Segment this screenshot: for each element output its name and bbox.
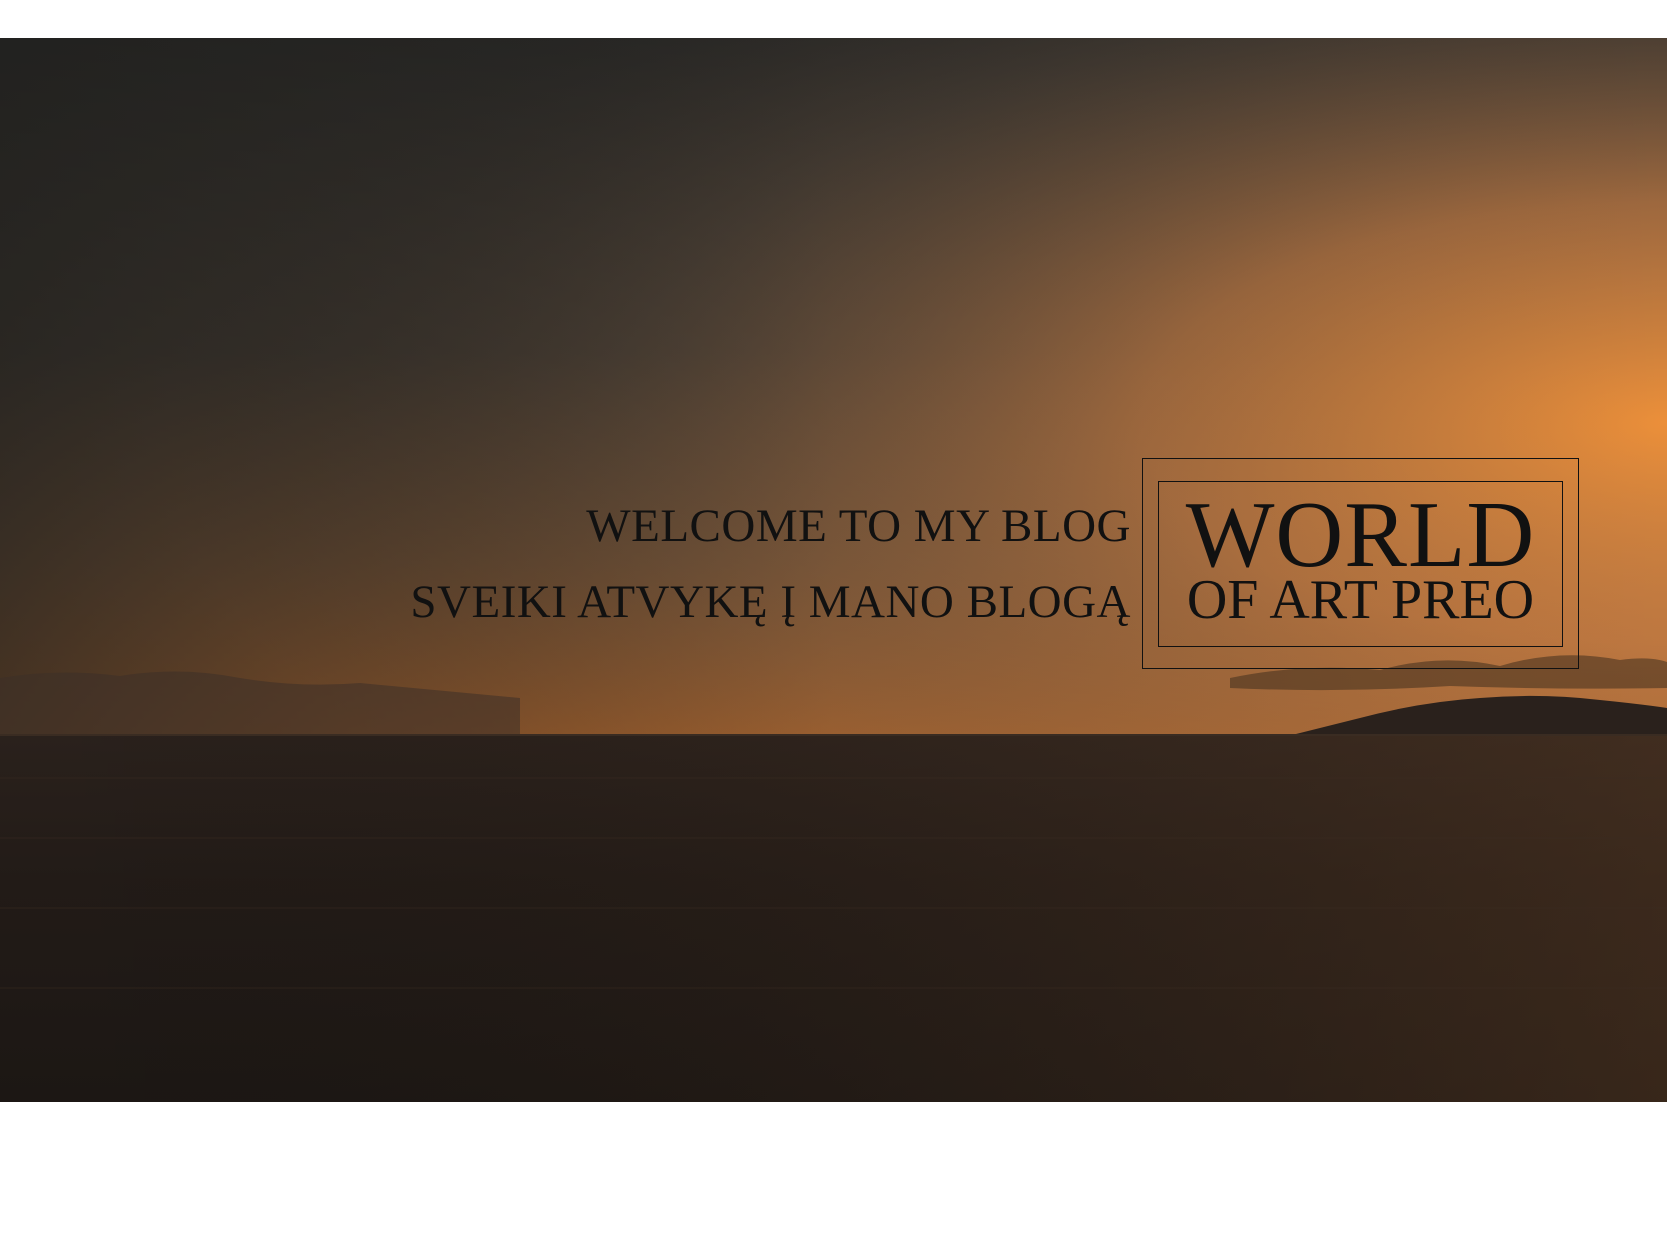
sunset-sea-banner bbox=[0, 38, 1667, 1102]
logo-inner-frame bbox=[1158, 481, 1563, 647]
welcome-text bbox=[410, 488, 1131, 640]
welcome-line-lithuanian: SVEIKI ATVYKĘ Į MANO BLOGĄ bbox=[410, 576, 1131, 628]
welcome-line-english: WELCOME TO MY BLOG bbox=[586, 500, 1131, 552]
logo-subtitle: OF ART PREO bbox=[1186, 569, 1535, 631]
logo-frame bbox=[1142, 458, 1579, 669]
logo-title: WORLD bbox=[1185, 483, 1536, 587]
